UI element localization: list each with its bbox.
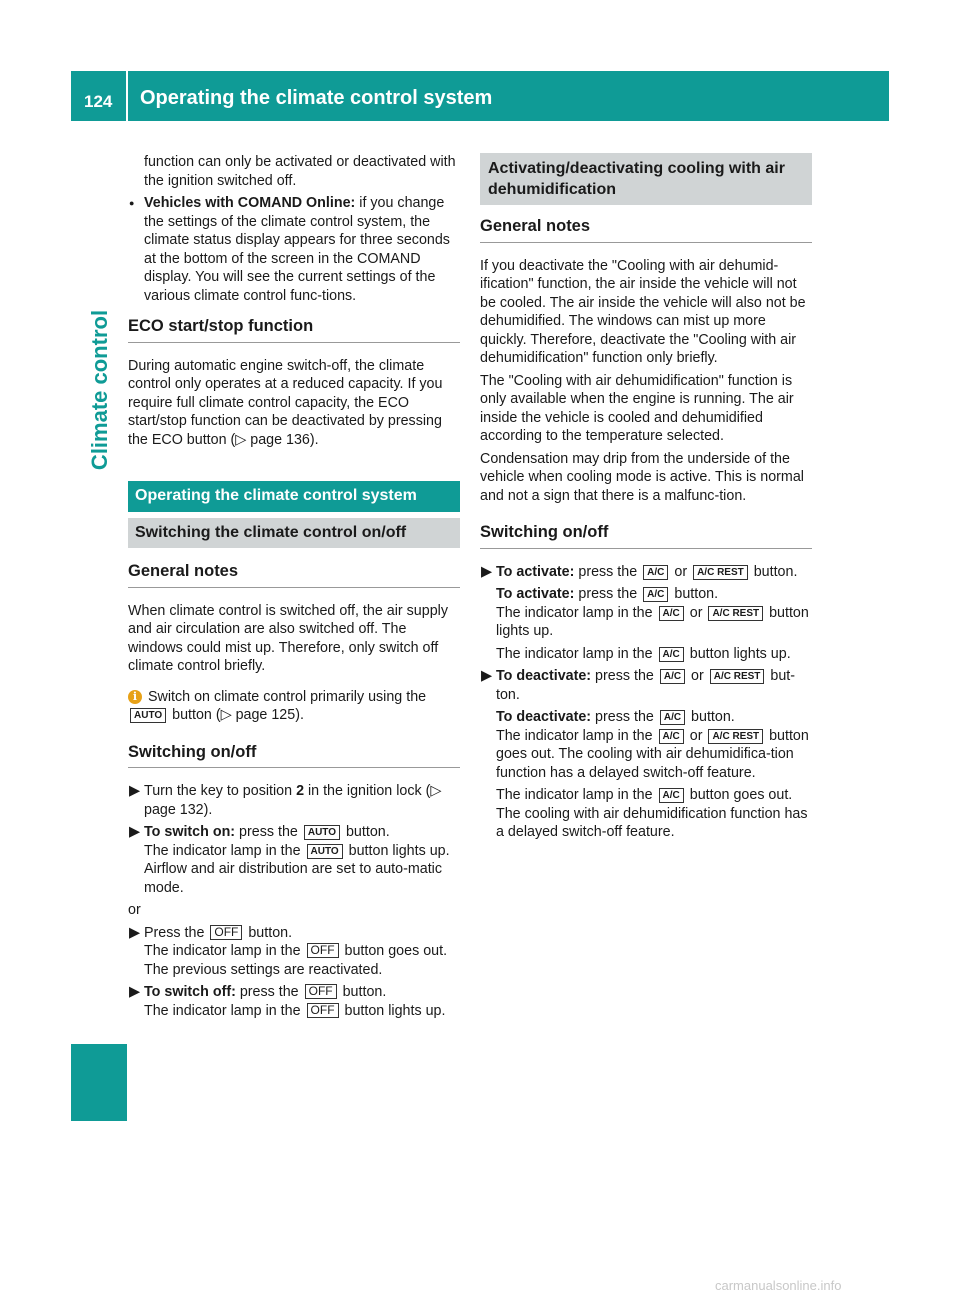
arrow-icon: ▶ <box>129 824 140 840</box>
deactivate-lamp: The indicator lamp in the A/C button goes out. The cooling with air dehumidification function has a delayed switch-off feature. <box>496 787 808 840</box>
ac-rest-key: A/C REST <box>710 669 765 684</box>
ac-key: A/C <box>643 587 668 602</box>
activate-ac: To activate: press the A/C button. The indicator lamp in the A/C or A/C REST button lights up. <box>496 586 809 639</box>
arrow-icon: ▶ <box>129 783 140 799</box>
right-column <box>480 153 812 846</box>
right-p3: Condensation may drip from the underside of the vehicle when cooling mode is active. This is normal and not a sign that there is a malfunc-tion. <box>480 450 804 504</box>
arrow-icon: ▶ <box>129 984 140 1000</box>
switch-heading: Switching on/off <box>128 743 460 769</box>
ac-key: A/C <box>659 729 684 744</box>
ac-key: A/C <box>660 710 685 725</box>
general-heading: General notes <box>128 562 460 588</box>
eco-heading: ECO start/stop function <box>128 317 460 343</box>
right-general-heading: General notes <box>480 217 812 243</box>
ac-rest-key: A/C REST <box>708 729 763 744</box>
page-number: 124 <box>84 92 113 111</box>
right-p2: The "Cooling with air dehumidification" function is only available when the engine is running. The air inside the vehicle is cooled and dehumidified according to the temperature selected. <box>480 372 794 444</box>
info-icon: i <box>128 690 142 704</box>
arrow-icon: ▶ <box>129 924 140 941</box>
arrow-icon: ▶ <box>481 563 492 580</box>
section-band: Operating the climate control system <box>128 481 460 512</box>
comand-bullet <box>128 194 460 305</box>
step-3: ▶ Press the OFF button. The indicator lamp in the OFF button goes out. The previous settings are reactivated. <box>129 924 448 978</box>
activate-lamp: The indicator lamp in the A/C button lights up. <box>496 645 791 662</box>
ac-key: A/C <box>660 669 685 684</box>
right-p1: If you deactivate the "Cooling with air dehumid-ification" function, the air inside the vehicle will not be cooled. The air inside the vehicle will also not be dehumidified. The windows can mist up more quickly. Therefore, deactivate the "Cooling with air dehumidification" function only briefly. <box>480 257 806 366</box>
off-key: OFF <box>305 984 337 999</box>
ac-key: A/C <box>643 565 668 580</box>
comand-text: if you change the settings of the climate control system, the climate status display appears for three seconds at the bottom of the screen in the COMAND display. You will see the current settings of the various climate control func-tions. <box>144 195 450 304</box>
or-text: or <box>128 902 141 918</box>
sidebar-block <box>71 1044 127 1121</box>
auto-key: AUTO <box>130 708 166 723</box>
cooling-band: Activating/deactivating cooling with air dehumidification <box>480 153 812 205</box>
off-key: OFF <box>210 925 242 940</box>
step-4: ▶ To switch off: press the OFF button. The indicator lamp in the OFF button lights up. <box>129 984 446 1019</box>
sub-band: Switching the climate control on/off <box>128 518 460 549</box>
right-switch-heading: Switching on/off <box>480 523 812 549</box>
left-column <box>128 153 460 1024</box>
dot-icon: ● <box>129 198 135 208</box>
step-2: ▶ To switch on: press the AUTO button. The indicator lamp in the AUTO button lights up. Airflow and air distribution are set to auto-matic mode. <box>129 824 450 896</box>
auto-key: AUTO <box>304 825 340 840</box>
eco-text: During automatic engine switch-off, the climate control only operates at a reduced capacity. If you require full climate control capacity, the ECO start/stop function can be deactivated by pressing the ECO button (▷ page 136). <box>128 357 443 448</box>
sidebar-label: Climate control <box>87 309 112 471</box>
info-note: i Switch on climate control primarily using the AUTO button (▷ page 125). <box>128 688 460 725</box>
arrow-icon: ▶ <box>481 668 492 684</box>
header-divider <box>126 71 128 121</box>
ac-key: A/C <box>659 647 684 662</box>
general-text: When climate control is switched off, the air supply and air circulation are also switched off. The windows could mist up. Therefore, only switch off climate control briefly. <box>128 602 448 674</box>
off-key: OFF <box>307 1003 339 1018</box>
footer-watermark[interactable]: carmanualsonline.info <box>715 1278 842 1293</box>
ac-key: A/C <box>659 606 684 621</box>
step-1: ▶ Turn the key to position 2 in the ignition lock (▷ page 132). <box>129 783 442 818</box>
activate-step: ▶ To activate: press the A/C or A/C REST button. <box>481 563 798 580</box>
deactivate-ac: To deactivate: press the A/C button. The indicator lamp in the A/C or A/C REST button goes out. The cooling with air dehumidifica-tion function has a delayed switch-off feature. <box>496 709 809 781</box>
deactivate-step: ▶ To deactivate: press the A/C or A/C REST but-ton. <box>481 668 796 703</box>
ac-key: A/C <box>659 788 684 803</box>
intro-cont: function can only be activated or deactivated with the ignition switched off. <box>144 154 456 189</box>
auto-key: AUTO <box>307 844 343 859</box>
off-key: OFF <box>307 943 339 958</box>
ac-rest-key: A/C REST <box>708 606 763 621</box>
comand-label: Vehicles with COMAND Online: <box>144 195 356 211</box>
ac-rest-key: A/C REST <box>693 565 748 580</box>
page-title: Operating the climate control system <box>140 87 493 109</box>
